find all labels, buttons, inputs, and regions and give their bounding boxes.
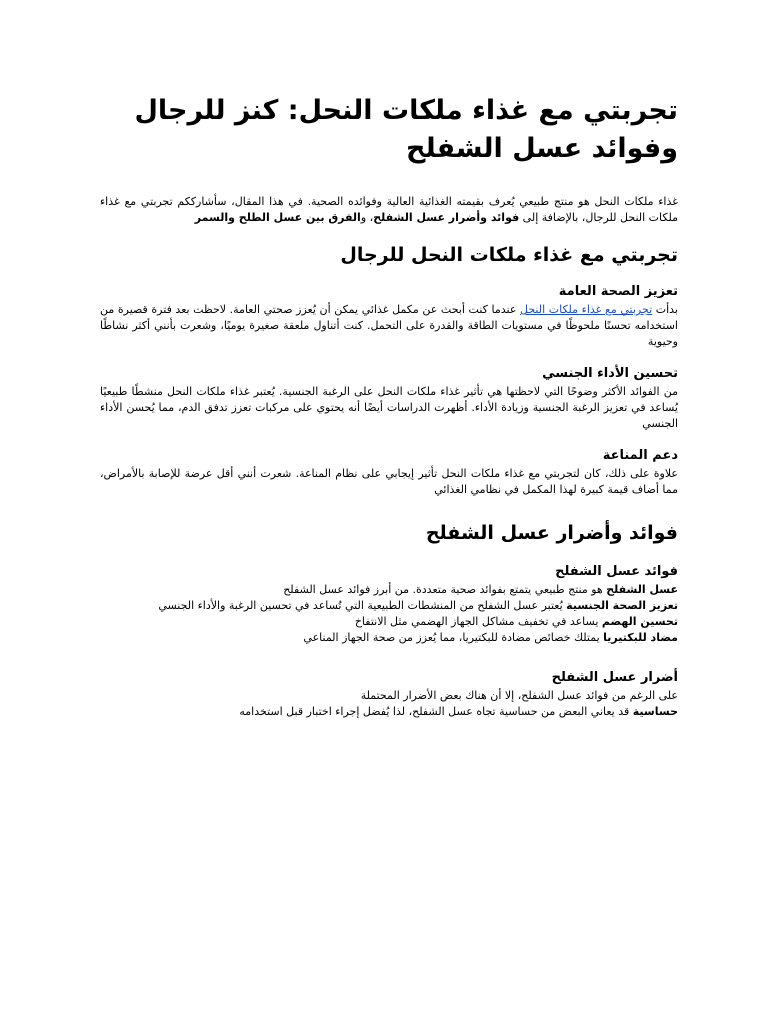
benefit-item-title: مضاد للبكتيريا [603,631,678,644]
intro-text-1: غذاء ملكات النحل هو منتج طبيعي يُعرف بقيمته الغذائية العالية وفوائده الصحية. في هذا المقال، سأشارككم تجربتي مع غذاء ملكات النحل للرجال، بالإضافة إلى [100,195,678,224]
subheading-benefits: فوائد عسل الشفلح [555,564,678,579]
general-health-pre: بدأت [652,303,678,316]
section-heading-shafallah-honey: فوائد وأضرار عسل الشفلح [425,522,678,544]
harm-item-text: قد يعاني البعض من حساسية تجاه عسل الشفلح، لذا يُفضل إجراء اختبار قبل استخدامه [239,705,633,718]
harm-item-title: حساسية [632,705,678,718]
intro-bold-1: فوائد وأضرار عسل الشفلح [373,211,520,224]
harms-intro: على الرغم من فوائد عسل الشفلح، إلا أن هناك بعض الأضرار المحتملة [360,689,678,702]
royal-jelly-experience-link[interactable]: تجربتي مع غذاء ملكات النحل [519,303,653,316]
section-heading-royal-jelly: تجربتي مع غذاء ملكات النحل للرجال [340,244,678,266]
benefit-item-text: يساعد في تخفيف مشاكل الجهاز الهضمي مثل الانتفاخ [354,615,602,628]
benefit-item-text: هو منتج طبيعي يتمتع بفوائد صحية متعددة. من أبرز فوائد عسل الشفلح [283,583,607,596]
subheading-sexual-performance: تحسين الأداء الجنسي [542,366,678,381]
benefit-item-title: تحسين الهضم [601,615,678,628]
benefit-item-text: يُعتبر عسل الشفلح من المنشطات الطبيعية التي تُساعد في تحسين الرغبة والأداء الجنسي [158,599,567,612]
benefit-item [100,582,678,598]
paragraph-immunity: علاوة على ذلك، كان لتجربتي مع غذاء ملكات النحل تأثير إيجابي على نظام المناعة. شعرت أنني أقل عرضة للإصابة بالأمراض، مما أضاف قيمة كبيرة لهذا المكمل في نظامي الغذائي [100,467,678,496]
subheading-general-health: تعزيز الصحة العامة [558,284,678,299]
benefit-item [100,598,678,614]
general-health-post: عندما كنت أبحث عن مكمل غذائي يمكن أن يُعزز صحتي العامة. لاحظت بعد فترة قصيرة من استخدامه تحسنًا ملحوظًا في مستويات الطاقة والقدرة على التحمل. كنت أتناول ملعقة صغيرة يوميًا، وشعرت بأنني أكثر نشاطًا وحيوية [100,303,678,348]
benefit-item-text: يمتلك خصائص مضادة للبكتيريا، مما يُعزز من صحة الجهاز المناعي [303,631,604,644]
benefit-item-title: عسل الشفلح [606,583,678,596]
page-title: تجربتي مع غذاء ملكات النحل: كنز للرجال وفوائد عسل الشفلح [134,95,678,164]
intro-text-2: ، و [360,211,374,224]
subheading-immunity: دعم المناعة [602,448,678,463]
benefit-item [100,614,678,630]
benefit-item [100,630,678,646]
subheading-harms: أضرار عسل الشفلح [551,670,678,685]
paragraph-general-health [100,302,678,350]
benefit-item-title: تعزيز الصحة الجنسية [566,599,678,612]
intro-bold-2: الفرق بين عسل الطلح والسمر [194,211,361,224]
harm-item [100,704,678,720]
intro-paragraph [100,194,678,226]
paragraph-sexual-performance: من الفوائد الأكثر وضوحًا التي لاحظتها هي تأثير غذاء ملكات النحل على الرغبة الجنسية. يُعتبر غذاء ملكات النحل منشطًا طبيعيًا يُساعد في تعزيز الرغبة الجنسية وزيادة الأداء. أظهرت الدراسات أيضًا أنه يحتوي على مركبات تعزز تدفق الدم، مما يُحسن الأداء الجنسي [100,385,678,430]
